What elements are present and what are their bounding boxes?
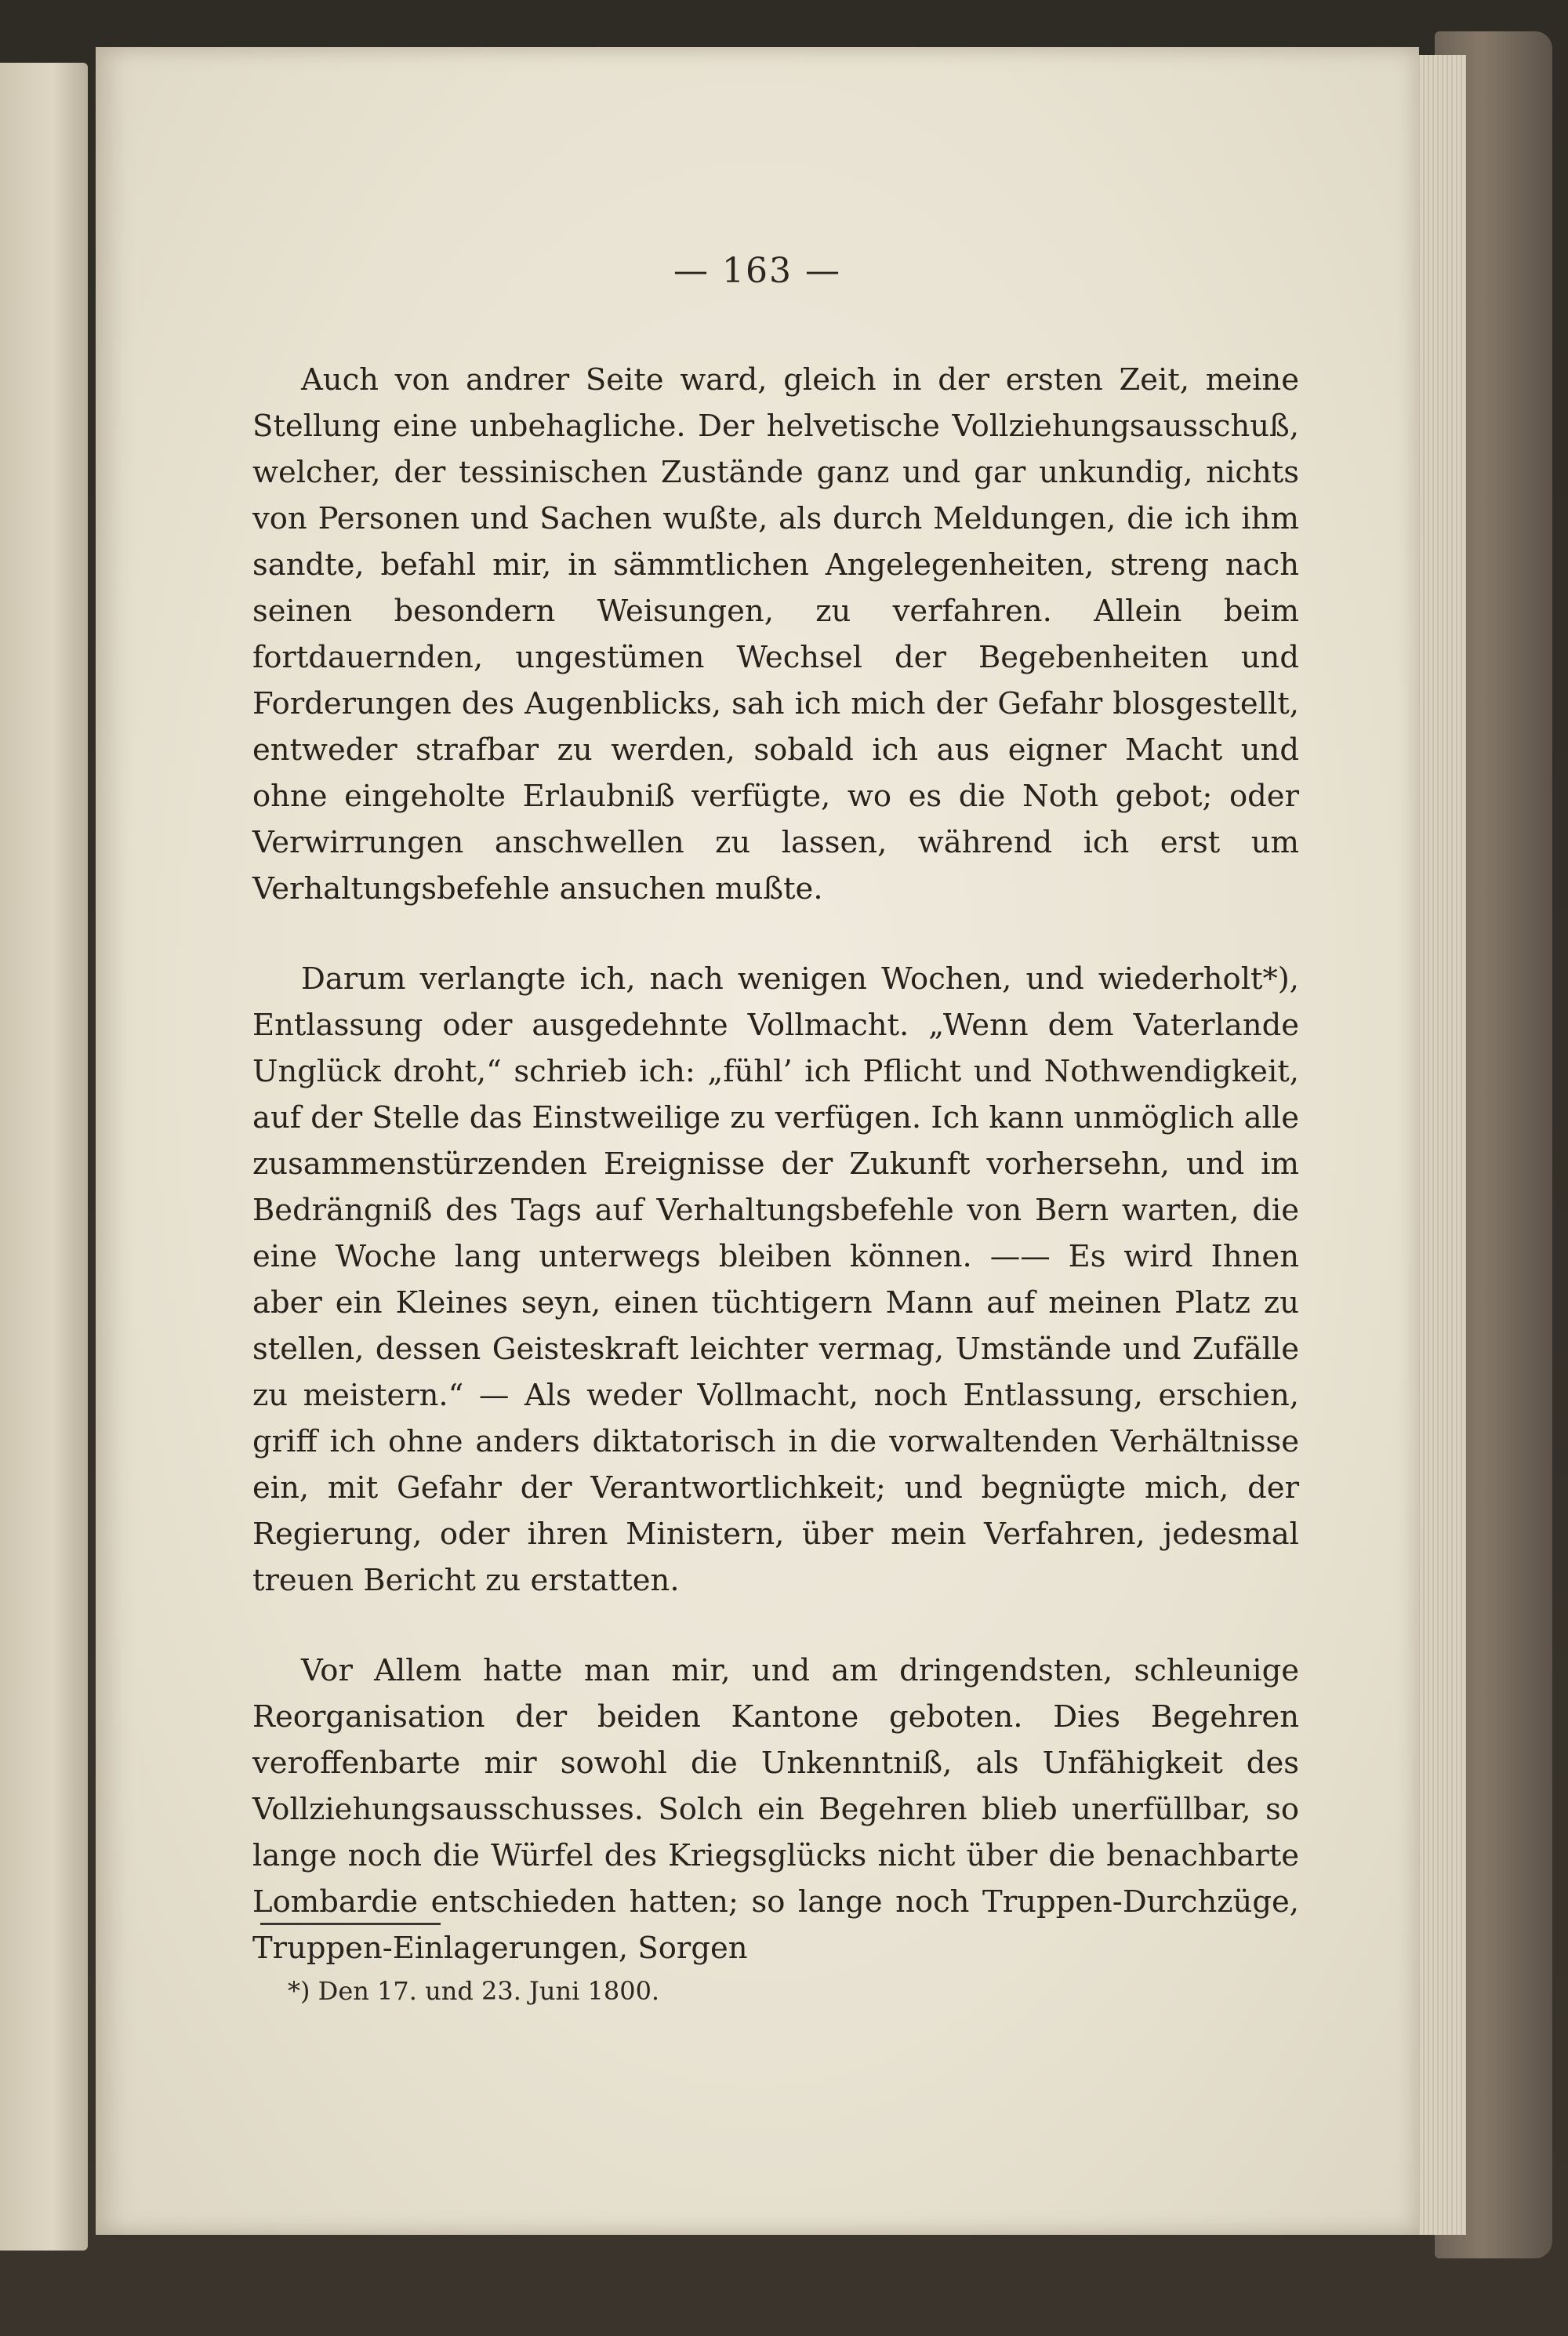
paragraph-1: Auch von andrer Seite ward, gleich in der ersten Zeit, meine Stellung eine unbehagliche. Der helvetische Vollziehungsausschuß, welcher, der tessinischen Zustände ganz und gar unkundig, nichts von Personen und Sachen wußte, als durch Meldungen, die ich ihm sandte, befahl mir, in sämmtlichen Angelegenheiten, streng nach seinen besondern Weisungen, zu verfahren. Allein beim fortdauernden, ungestümen Wechsel der Begebenheiten und Forderungen des Augenblicks, sah ich mich der Gefahr blosgestellt, entweder strafbar zu werden, sobald ich aus eigner Macht und ohne eingeholte Erlaubniß verfügte, wo es die Noth gebot; oder Verwirrungen anschwellen zu lassen, während ich erst um Verhaltungsbefehle ansuchen mußte. [252,362,1299,906]
paragraph-3: Vor Allem hatte man mir, und am dringendsten, schleunige Reorganisation der beiden Kantone geboten. Dies Begehren veroffenbarte mir sowohl die Unkenntniß, als Unfähigkeit des Vollziehungsausschusses. Solch ein Begehren blieb unerfüllbar, so lange noch die Würfel des Kriegsglücks nicht über die benachbarte Lombardie entschieden hatten; so lange noch Truppen-Durchzüge, Truppen-Einlagerungen, Sorgen [252,1653,1299,1966]
page-stack-edge [1411,55,1466,2235]
page-number: — 163 — [673,251,841,291]
footnote-divider [260,1923,441,1925]
body-text [252,357,1299,1971]
left-page-edge [0,63,88,2251]
book-page [96,47,1419,2235]
paragraph-2: Darum verlangte ich, nach wenigen Wochen, und wiederholt*), Entlassung oder ausgedehnte Vollmacht. „Wenn dem Vaterlande Unglück droht,“ schrieb ich: „fühl’ ich Pflicht und Nothwendigkeit, auf der Stelle das Einstweilige zu verfügen. Ich kann unmöglich alle zusammenstürzenden Ereignisse der Zukunft vorhersehn, und im Bedrängniß des Tags auf Verhaltungsbefehle von Bern warten, die eine Woche lang unterwegs bleiben können. —— Es wird Ihnen aber ein Kleines seyn, einen tüchtigern Mann auf meinen Platz zu stellen, dessen Geisteskraft leichter vermag, Umstände und Zufälle zu meistern.“ — Als weder Vollmacht, noch Entlassung, erschien, griff ich ohne anders diktatorisch in die vorwaltenden Verhältnisse ein, mit Gefahr der Verantwortlichkeit; und begnügte mich, der Regierung, oder ihren Ministern, über mein Verfahren, jedesmal treuen Bericht zu erstatten. [252,961,1299,1598]
footnote: *) Den 17. und 23. Juni 1800. [288,1976,660,2006]
